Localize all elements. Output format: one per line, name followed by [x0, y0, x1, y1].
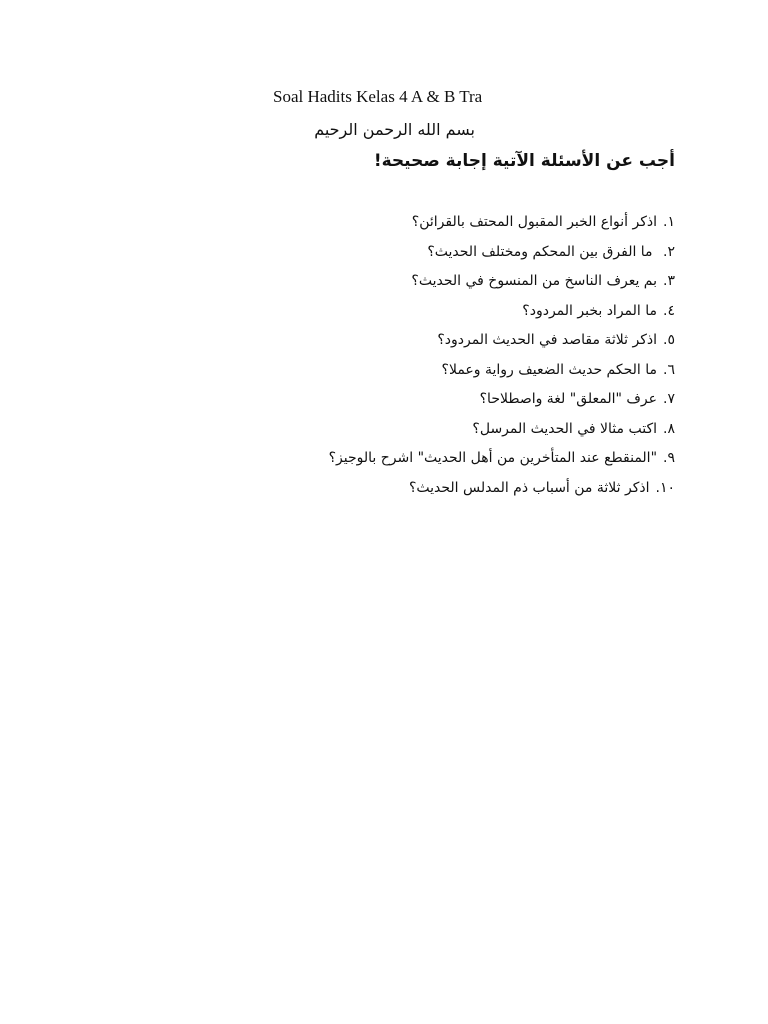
question-item	[240, 448, 675, 478]
question-text: بم يعرف الناسخ من المنسوخ في الحديث؟	[411, 273, 658, 289]
question-item	[240, 330, 675, 360]
document-title: Soal Hadits Kelas 4 A & B Tra	[273, 87, 483, 106]
question-list	[240, 212, 675, 507]
question-text: اكتب مثالا في الحديث المرسل؟	[472, 420, 658, 437]
question-number: ٤.	[663, 302, 675, 319]
question-text: "المنقطع عند المتأخرين من أهل الحديث" اشرح بالوجيز؟	[328, 450, 658, 466]
question-item	[240, 212, 675, 242]
question-number: ٢.	[663, 243, 675, 260]
question-text: ما الحكم حديث الضعيف رواية وعملا؟	[441, 361, 658, 378]
question-number: ٩.	[663, 450, 675, 466]
question-text: ما الفرق بين المحكم ومختلف الحديث؟	[427, 243, 658, 260]
question-text: ما المراد بخبر المردود؟	[522, 302, 658, 319]
question-number: ٧.	[663, 391, 675, 407]
basmala-line: بسم الله الرحمن الرحيم	[314, 120, 475, 139]
question-number: ٥.	[663, 332, 675, 348]
question-item	[240, 360, 675, 390]
question-number: ٣.	[663, 273, 675, 289]
question-item	[240, 419, 675, 449]
question-item	[240, 301, 675, 331]
question-item	[240, 242, 675, 272]
question-text: اذكر ثلاثة من أسباب ذم المدلس الحديث؟	[408, 479, 650, 496]
instruction-heading: أجب عن الأسئلة الآتية إجابة صحيحة!	[373, 151, 675, 171]
question-number: ٨.	[663, 420, 675, 437]
question-item	[240, 271, 675, 301]
question-item	[240, 478, 675, 508]
question-text: اذكر ثلاثة مقاصد في الحديث المردود؟	[437, 332, 658, 348]
question-text: عرف "المعلق" لغة واصطلاحا؟	[479, 391, 658, 407]
question-text: اذكر أنواع الخبر المقبول المحتف بالقرائن؟	[411, 214, 658, 230]
question-number: ١٠.	[655, 479, 675, 496]
question-number: ١.	[663, 214, 675, 230]
question-number: ٦.	[663, 361, 675, 378]
question-item	[240, 389, 675, 419]
